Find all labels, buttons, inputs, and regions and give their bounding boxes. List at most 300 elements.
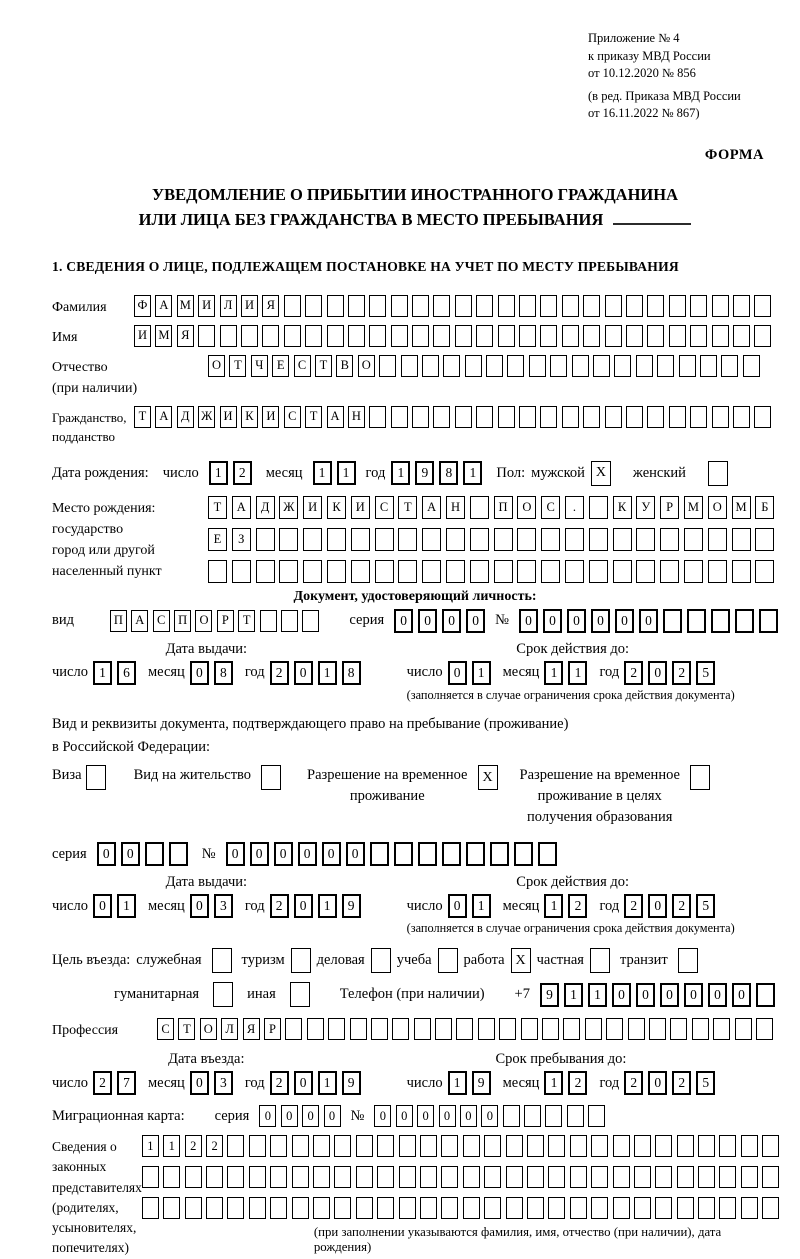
form-cell[interactable]: [540, 325, 557, 347]
form-cell[interactable]: 0: [394, 609, 413, 633]
form-cell[interactable]: Ч: [251, 355, 268, 377]
form-cell[interactable]: [145, 842, 164, 866]
form-cell[interactable]: [369, 406, 386, 428]
form-cell[interactable]: [377, 1197, 394, 1219]
form-cell[interactable]: А: [131, 610, 148, 632]
form-cell[interactable]: [412, 295, 429, 317]
form-cell[interactable]: [507, 355, 524, 377]
form-cell[interactable]: Т: [208, 496, 227, 519]
form-cell[interactable]: У: [636, 496, 655, 519]
form-cell[interactable]: [412, 406, 429, 428]
form-cell[interactable]: [476, 406, 493, 428]
form-cell[interactable]: [733, 295, 750, 317]
form-cell[interactable]: [227, 1197, 244, 1219]
form-cell[interactable]: 6: [117, 661, 136, 685]
form-cell[interactable]: [712, 325, 729, 347]
form-cell[interactable]: [433, 406, 450, 428]
form-cell[interactable]: [399, 1166, 416, 1188]
form-cell[interactable]: [391, 406, 408, 428]
form-cell[interactable]: [356, 1166, 373, 1188]
form-cell[interactable]: [759, 609, 778, 633]
form-cell[interactable]: [684, 528, 703, 551]
form-cell[interactable]: [498, 325, 515, 347]
form-cell[interactable]: [494, 560, 513, 583]
form-cell[interactable]: [605, 295, 622, 317]
form-cell[interactable]: [446, 560, 465, 583]
form-cell[interactable]: [647, 325, 664, 347]
form-cell[interactable]: [305, 325, 322, 347]
form-cell[interactable]: [572, 355, 589, 377]
form-cell[interactable]: 0: [294, 661, 313, 685]
form-cell[interactable]: [478, 1018, 495, 1040]
form-cell[interactable]: [261, 765, 281, 790]
form-cell[interactable]: [292, 1166, 309, 1188]
form-cell[interactable]: 1: [564, 983, 583, 1007]
form-cell[interactable]: [628, 1018, 645, 1040]
form-cell[interactable]: [350, 1018, 367, 1040]
form-cell[interactable]: 0: [418, 609, 437, 633]
form-cell[interactable]: С: [294, 355, 311, 377]
form-cell[interactable]: [542, 1018, 559, 1040]
form-cell[interactable]: О: [200, 1018, 217, 1040]
form-cell[interactable]: А: [232, 496, 251, 519]
form-cell[interactable]: [327, 528, 346, 551]
form-cell[interactable]: [327, 560, 346, 583]
form-cell[interactable]: Т: [134, 406, 151, 428]
form-cell[interactable]: [563, 1018, 580, 1040]
form-cell[interactable]: 1: [318, 1071, 337, 1095]
form-cell[interactable]: [626, 295, 643, 317]
form-cell[interactable]: 8: [342, 661, 361, 685]
form-cell[interactable]: П: [110, 610, 127, 632]
form-cell[interactable]: [443, 355, 460, 377]
form-cell[interactable]: [313, 1197, 330, 1219]
form-cell[interactable]: [455, 295, 472, 317]
form-cell[interactable]: [634, 1135, 651, 1157]
form-cell[interactable]: Я: [262, 295, 279, 317]
form-cell[interactable]: О: [358, 355, 375, 377]
form-cell[interactable]: [441, 1166, 458, 1188]
form-cell[interactable]: [356, 1135, 373, 1157]
form-cell[interactable]: З: [232, 528, 251, 551]
form-cell[interactable]: Т: [305, 406, 322, 428]
form-cell[interactable]: [290, 982, 310, 1007]
form-cell[interactable]: 0: [294, 894, 313, 918]
form-cell[interactable]: [279, 560, 298, 583]
form-cell[interactable]: И: [134, 325, 151, 347]
form-cell[interactable]: П: [494, 496, 513, 519]
form-cell[interactable]: [548, 1197, 565, 1219]
form-cell[interactable]: [494, 528, 513, 551]
form-cell[interactable]: [163, 1166, 180, 1188]
form-cell[interactable]: [733, 406, 750, 428]
form-cell[interactable]: [663, 609, 682, 633]
form-cell[interactable]: [690, 765, 710, 790]
form-cell[interactable]: [690, 325, 707, 347]
form-cell[interactable]: [369, 325, 386, 347]
form-cell[interactable]: 0: [190, 894, 209, 918]
form-cell[interactable]: Ж: [198, 406, 215, 428]
form-cell[interactable]: [647, 295, 664, 317]
form-cell[interactable]: Т: [315, 355, 332, 377]
form-cell[interactable]: И: [351, 496, 370, 519]
form-cell[interactable]: 2: [233, 461, 252, 485]
form-cell[interactable]: [506, 1197, 523, 1219]
form-cell[interactable]: [593, 355, 610, 377]
form-cell[interactable]: [371, 948, 391, 973]
form-cell[interactable]: [754, 406, 771, 428]
form-cell[interactable]: Я: [177, 325, 194, 347]
form-cell[interactable]: 0: [448, 661, 467, 685]
form-cell[interactable]: И: [198, 295, 215, 317]
form-cell[interactable]: [626, 406, 643, 428]
form-cell[interactable]: [302, 610, 319, 632]
form-cell[interactable]: [712, 406, 729, 428]
form-cell[interactable]: М: [155, 325, 172, 347]
form-cell[interactable]: П: [174, 610, 191, 632]
form-cell[interactable]: М: [684, 496, 703, 519]
form-cell[interactable]: [670, 1018, 687, 1040]
form-cell[interactable]: [567, 1105, 584, 1127]
form-cell[interactable]: [212, 948, 232, 973]
form-cell[interactable]: Т: [238, 610, 255, 632]
form-cell[interactable]: 0: [396, 1105, 413, 1127]
form-cell[interactable]: [356, 1197, 373, 1219]
form-cell[interactable]: В: [336, 355, 353, 377]
form-cell[interactable]: [756, 983, 775, 1007]
form-cell[interactable]: [719, 1197, 736, 1219]
form-cell[interactable]: 2: [624, 894, 643, 918]
form-cell[interactable]: О: [708, 496, 727, 519]
form-cell[interactable]: [756, 1018, 773, 1040]
form-cell[interactable]: [328, 1018, 345, 1040]
form-cell[interactable]: [541, 560, 560, 583]
form-cell[interactable]: [438, 948, 458, 973]
form-cell[interactable]: [613, 1135, 630, 1157]
form-cell[interactable]: [305, 295, 322, 317]
form-cell[interactable]: Р: [264, 1018, 281, 1040]
form-cell[interactable]: [708, 560, 727, 583]
form-cell[interactable]: [755, 560, 774, 583]
form-cell[interactable]: [394, 842, 413, 866]
form-cell[interactable]: [249, 1166, 266, 1188]
form-cell[interactable]: [327, 295, 344, 317]
form-cell[interactable]: 1: [337, 461, 356, 485]
form-cell[interactable]: 0: [190, 1071, 209, 1095]
form-cell[interactable]: [540, 295, 557, 317]
form-cell[interactable]: [613, 1166, 630, 1188]
form-cell[interactable]: И: [303, 496, 322, 519]
form-cell[interactable]: Д: [177, 406, 194, 428]
form-cell[interactable]: Р: [660, 496, 679, 519]
form-cell[interactable]: [490, 842, 509, 866]
form-cell[interactable]: 1: [568, 661, 587, 685]
form-cell[interactable]: 1: [142, 1135, 159, 1157]
form-cell[interactable]: [713, 1018, 730, 1040]
form-cell[interactable]: [657, 355, 674, 377]
form-cell[interactable]: Н: [348, 406, 365, 428]
form-cell[interactable]: [690, 295, 707, 317]
form-cell[interactable]: [86, 765, 106, 790]
form-cell[interactable]: 2: [270, 894, 289, 918]
form-cell[interactable]: 0: [442, 609, 461, 633]
form-cell[interactable]: [677, 1135, 694, 1157]
form-cell[interactable]: [605, 406, 622, 428]
form-cell[interactable]: 0: [448, 894, 467, 918]
form-cell[interactable]: [519, 406, 536, 428]
form-cell[interactable]: 7: [117, 1071, 136, 1095]
form-cell[interactable]: 0: [639, 609, 658, 633]
form-cell[interactable]: 2: [270, 661, 289, 685]
form-cell[interactable]: [583, 295, 600, 317]
form-cell[interactable]: [351, 528, 370, 551]
form-cell[interactable]: [655, 1166, 672, 1188]
form-cell[interactable]: 0: [298, 842, 317, 866]
form-cell[interactable]: [690, 406, 707, 428]
form-cell[interactable]: [529, 355, 546, 377]
form-cell[interactable]: Л: [220, 295, 237, 317]
form-cell[interactable]: [142, 1197, 159, 1219]
form-cell[interactable]: [398, 560, 417, 583]
form-cell[interactable]: 1: [318, 661, 337, 685]
form-cell[interactable]: [348, 325, 365, 347]
form-cell[interactable]: 1: [544, 661, 563, 685]
form-cell[interactable]: 0: [519, 609, 538, 633]
form-cell[interactable]: [422, 355, 439, 377]
form-cell[interactable]: [698, 1135, 715, 1157]
form-cell[interactable]: [303, 560, 322, 583]
form-cell[interactable]: [399, 1135, 416, 1157]
form-cell[interactable]: [719, 1166, 736, 1188]
form-cell[interactable]: [303, 528, 322, 551]
form-cell[interactable]: [669, 295, 686, 317]
form-cell[interactable]: Я: [243, 1018, 260, 1040]
form-cell[interactable]: [565, 528, 584, 551]
form-cell[interactable]: [636, 560, 655, 583]
form-cell[interactable]: 1: [544, 894, 563, 918]
form-cell[interactable]: [741, 1166, 758, 1188]
form-cell[interactable]: [506, 1166, 523, 1188]
form-cell[interactable]: [484, 1166, 501, 1188]
form-cell[interactable]: 0: [660, 983, 679, 1007]
form-cell[interactable]: [279, 528, 298, 551]
form-cell[interactable]: 3: [214, 1071, 233, 1095]
form-cell[interactable]: [754, 295, 771, 317]
form-cell[interactable]: [313, 1135, 330, 1157]
form-cell[interactable]: [456, 1018, 473, 1040]
form-cell[interactable]: [755, 528, 774, 551]
form-cell[interactable]: 1: [117, 894, 136, 918]
form-cell[interactable]: [678, 948, 698, 973]
form-cell[interactable]: 0: [324, 1105, 341, 1127]
form-cell[interactable]: [562, 406, 579, 428]
form-cell[interactable]: [649, 1018, 666, 1040]
form-cell[interactable]: [433, 325, 450, 347]
form-cell[interactable]: [698, 1197, 715, 1219]
form-cell[interactable]: Е: [208, 528, 227, 551]
form-cell[interactable]: X: [511, 948, 531, 973]
form-cell[interactable]: [285, 1018, 302, 1040]
form-cell[interactable]: [762, 1166, 779, 1188]
form-cell[interactable]: [284, 295, 301, 317]
form-cell[interactable]: [700, 355, 717, 377]
form-cell[interactable]: 2: [624, 661, 643, 685]
form-cell[interactable]: [401, 355, 418, 377]
form-cell[interactable]: [626, 325, 643, 347]
form-cell[interactable]: [307, 1018, 324, 1040]
form-cell[interactable]: Е: [272, 355, 289, 377]
form-cell[interactable]: 0: [190, 661, 209, 685]
form-cell[interactable]: О: [208, 355, 225, 377]
form-cell[interactable]: [669, 406, 686, 428]
form-cell[interactable]: [220, 325, 237, 347]
form-cell[interactable]: [455, 325, 472, 347]
form-cell[interactable]: [391, 295, 408, 317]
form-cell[interactable]: [441, 1197, 458, 1219]
form-cell[interactable]: [548, 1166, 565, 1188]
form-cell[interactable]: 1: [163, 1135, 180, 1157]
form-cell[interactable]: С: [153, 610, 170, 632]
form-cell[interactable]: [541, 528, 560, 551]
form-cell[interactable]: 0: [460, 1105, 477, 1127]
form-cell[interactable]: [762, 1135, 779, 1157]
form-cell[interactable]: [369, 295, 386, 317]
form-cell[interactable]: 0: [93, 894, 112, 918]
form-cell[interactable]: [334, 1135, 351, 1157]
form-cell[interactable]: [562, 295, 579, 317]
form-cell[interactable]: [636, 355, 653, 377]
form-cell[interactable]: 0: [708, 983, 727, 1007]
form-cell[interactable]: [583, 406, 600, 428]
form-cell[interactable]: [442, 842, 461, 866]
form-cell[interactable]: [470, 560, 489, 583]
form-cell[interactable]: И: [220, 406, 237, 428]
form-cell[interactable]: К: [241, 406, 258, 428]
form-cell[interactable]: [399, 1197, 416, 1219]
form-cell[interactable]: [589, 496, 608, 519]
form-cell[interactable]: 5: [696, 894, 715, 918]
form-cell[interactable]: 1: [209, 461, 228, 485]
form-cell[interactable]: О: [517, 496, 536, 519]
form-cell[interactable]: [422, 560, 441, 583]
form-cell[interactable]: Н: [446, 496, 465, 519]
form-cell[interactable]: [371, 1018, 388, 1040]
form-cell[interactable]: 9: [415, 461, 434, 485]
form-cell[interactable]: [270, 1197, 287, 1219]
form-cell[interactable]: [732, 528, 751, 551]
form-cell[interactable]: [517, 560, 536, 583]
form-cell[interactable]: 9: [540, 983, 559, 1007]
form-cell[interactable]: [655, 1197, 672, 1219]
form-cell[interactable]: 5: [696, 661, 715, 685]
form-cell[interactable]: [227, 1166, 244, 1188]
form-cell[interactable]: А: [155, 295, 172, 317]
form-cell[interactable]: [185, 1166, 202, 1188]
form-cell[interactable]: [570, 1135, 587, 1157]
form-cell[interactable]: [484, 1135, 501, 1157]
form-cell[interactable]: К: [613, 496, 632, 519]
form-cell[interactable]: [420, 1197, 437, 1219]
form-cell[interactable]: [550, 355, 567, 377]
form-cell[interactable]: [762, 1197, 779, 1219]
form-cell[interactable]: 1: [93, 661, 112, 685]
form-cell[interactable]: 9: [342, 894, 361, 918]
form-cell[interactable]: [741, 1197, 758, 1219]
form-cell[interactable]: Р: [217, 610, 234, 632]
form-cell[interactable]: 0: [374, 1105, 391, 1127]
form-cell[interactable]: [370, 842, 389, 866]
form-cell[interactable]: [679, 355, 696, 377]
form-cell[interactable]: X: [478, 765, 498, 790]
form-cell[interactable]: [548, 1135, 565, 1157]
form-cell[interactable]: [590, 948, 610, 973]
form-cell[interactable]: Т: [178, 1018, 195, 1040]
form-cell[interactable]: [398, 528, 417, 551]
form-cell[interactable]: [660, 560, 679, 583]
form-cell[interactable]: [524, 1105, 541, 1127]
form-cell[interactable]: 3: [214, 894, 233, 918]
form-cell[interactable]: [241, 325, 258, 347]
form-cell[interactable]: [583, 325, 600, 347]
form-cell[interactable]: О: [195, 610, 212, 632]
form-cell[interactable]: [741, 1135, 758, 1157]
form-cell[interactable]: [379, 355, 396, 377]
form-cell[interactable]: [687, 609, 706, 633]
form-cell[interactable]: 0: [648, 661, 667, 685]
form-cell[interactable]: [169, 842, 188, 866]
form-cell[interactable]: 0: [322, 842, 341, 866]
form-cell[interactable]: [589, 560, 608, 583]
form-cell[interactable]: 2: [206, 1135, 223, 1157]
form-cell[interactable]: 0: [648, 894, 667, 918]
form-cell[interactable]: [545, 1105, 562, 1127]
form-cell[interactable]: 0: [274, 842, 293, 866]
form-cell[interactable]: [613, 528, 632, 551]
form-cell[interactable]: [692, 1018, 709, 1040]
form-cell[interactable]: [232, 560, 251, 583]
form-cell[interactable]: 0: [259, 1105, 276, 1127]
form-cell[interactable]: 5: [696, 1071, 715, 1095]
form-cell[interactable]: [589, 528, 608, 551]
form-cell[interactable]: [660, 528, 679, 551]
form-cell[interactable]: [527, 1197, 544, 1219]
form-cell[interactable]: [213, 982, 233, 1007]
form-cell[interactable]: [698, 1166, 715, 1188]
form-cell[interactable]: [334, 1197, 351, 1219]
form-cell[interactable]: [605, 325, 622, 347]
form-cell[interactable]: 2: [672, 661, 691, 685]
form-cell[interactable]: 2: [270, 1071, 289, 1095]
form-cell[interactable]: [420, 1135, 437, 1157]
form-cell[interactable]: [614, 355, 631, 377]
form-cell[interactable]: [634, 1197, 651, 1219]
form-cell[interactable]: [420, 1166, 437, 1188]
form-cell[interactable]: [441, 1135, 458, 1157]
form-cell[interactable]: [732, 560, 751, 583]
form-cell[interactable]: [281, 610, 298, 632]
form-cell[interactable]: [527, 1135, 544, 1157]
form-cell[interactable]: 9: [342, 1071, 361, 1095]
form-cell[interactable]: [256, 528, 275, 551]
form-cell[interactable]: [470, 528, 489, 551]
form-cell[interactable]: [570, 1197, 587, 1219]
form-cell[interactable]: 0: [294, 1071, 313, 1095]
form-cell[interactable]: [499, 1018, 516, 1040]
form-cell[interactable]: [591, 1135, 608, 1157]
form-cell[interactable]: [708, 461, 728, 486]
form-cell[interactable]: М: [732, 496, 751, 519]
form-cell[interactable]: [435, 1018, 452, 1040]
